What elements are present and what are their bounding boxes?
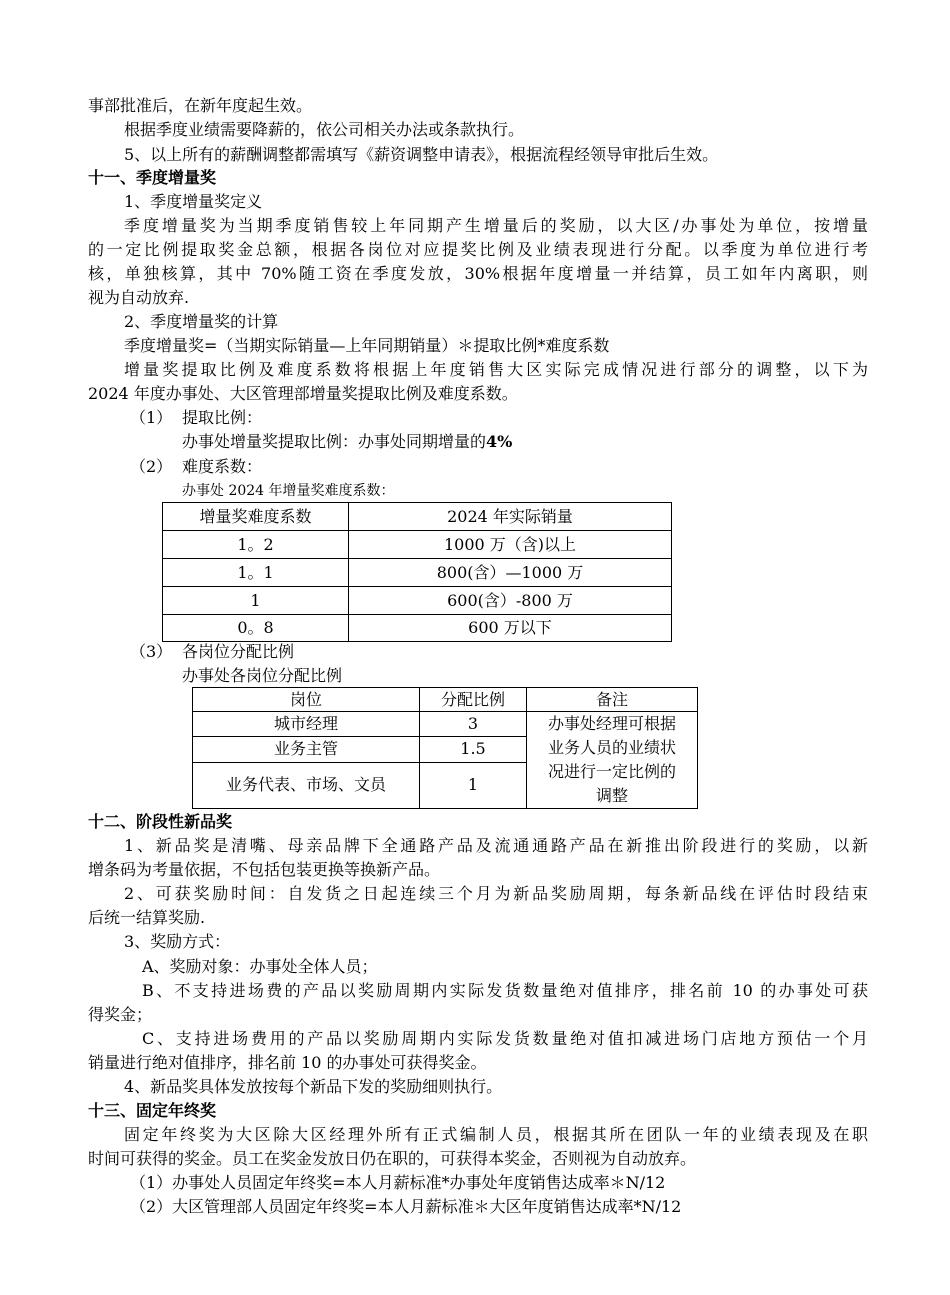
table-cell: 600 万以下 <box>349 615 672 642</box>
formula-line: （2）大区管理部人员固定年终奖=本人月薪标准＊大区年度销售达成率*N/12 <box>130 1197 682 1216</box>
paragraph-line: 固定年终奖为大区除大区经理外所有正式编制人员，根据其所在团队一年的业绩表现及在职 <box>124 1125 868 1144</box>
rate-value: 4% <box>486 432 513 451</box>
paragraph-line: 1、新品奖是清嘴、母亲品牌下全通路产品及流通通路产品在新推出阶段进行的奖励，以新 <box>124 836 868 855</box>
paragraph-line: 季度增量奖为当期季度销售较上年同期产生增量后的奖励，以大区/办事处为单位，按增量 <box>124 216 868 235</box>
table-header-cell: 岗位 <box>193 688 420 712</box>
paragraph-line: 后统一结算奖励. <box>88 908 206 927</box>
paragraph-line: 3、奖励方式： <box>124 932 231 951</box>
paragraph-line: 时间可获得的奖金。员工在奖金发放日仍在职的，可获得本奖金，否则视为自动放弃。 <box>88 1149 697 1168</box>
list-label: 提取比例： <box>182 408 263 427</box>
paragraph-line: 得奖金； <box>88 1005 153 1024</box>
note-cell <box>527 712 698 809</box>
allocation-table <box>192 687 698 809</box>
table-cell: 1 <box>163 587 349 615</box>
formula-line: 季度增量奖=（当期实际销量—上年同期销量）＊提取比例*难度系数 <box>124 336 610 355</box>
list-number: （2） <box>130 457 173 476</box>
table-cell: 1000 万（含)以上 <box>349 531 672 559</box>
paragraph-line: 5、以上所有的薪酬调整都需填写《薪资调整申请表》，根据流程经领导审批后生效。 <box>124 145 719 164</box>
list-number: （3） <box>130 642 173 661</box>
paragraph-line: 2、可获奖励时间：自发货之日起连续三个月为新品奖励周期，每条新品线在评估时段结束 <box>124 884 868 903</box>
table-row <box>163 559 672 587</box>
table-cell: 业务主管 <box>193 737 420 762</box>
section-heading-13: 十三、固定年终奖 <box>88 1101 217 1120</box>
subheading: 2、季度增量奖的计算 <box>124 312 279 331</box>
table-caption: 办事处 2024 年增量奖难度系数： <box>182 483 395 499</box>
table-header-cell: 2024 年实际销量 <box>349 503 672 531</box>
paragraph-line: 的一定比例提取奖金总额，根据各岗位对应提奖比例及业绩表现进行分配。以季度为单位进行考 <box>88 240 868 259</box>
note-line: 业务人员的业绩状 <box>547 738 676 757</box>
table-cell: 800(含）—1000 万 <box>349 559 672 587</box>
note-line: 调整 <box>595 786 628 805</box>
table-cell: 3 <box>420 712 527 737</box>
table-cell: 600(含）-800 万 <box>349 587 672 615</box>
paragraph-line: 增条码为考量依据，不包括包装更换等换新产品。 <box>88 860 441 879</box>
rate-line <box>182 430 682 454</box>
table-cell: 业务代表、市场、文员 <box>193 762 420 809</box>
table-row <box>163 615 672 642</box>
list-number: （1） <box>130 408 173 427</box>
table-header-cell: 备注 <box>527 688 698 712</box>
note-line: 办事处经理可根据 <box>547 714 676 733</box>
difficulty-table <box>162 502 672 642</box>
table-header-cell: 分配比例 <box>420 688 527 712</box>
table-header-row <box>193 688 698 712</box>
paragraph-line: 根据季度业绩需要降薪的，依公司相关办法或条款执行。 <box>124 120 525 139</box>
list-label: 各岗位分配比例 <box>182 642 295 661</box>
table-header-row <box>163 503 672 531</box>
table-cell: 0。8 <box>163 615 349 642</box>
paragraph-line: 视为自动放弃. <box>88 288 190 307</box>
table-cell: 1 <box>420 762 527 809</box>
table-cell: 1。2 <box>163 531 349 559</box>
paragraph-line: 2024 年度办事处、大区管理部增量奖提取比例及难度系数。 <box>88 384 518 403</box>
rate-text: 办事处增量奖提取比例：办事处同期增量的 <box>182 432 487 451</box>
list-label: 难度系数： <box>182 457 263 476</box>
table-caption: 办事处各岗位分配比例 <box>182 666 343 685</box>
paragraph-line: 增量奖提取比例及难度系数将根据上年度销售大区实际完成情况进行部分的调整，以下为 <box>124 360 868 379</box>
section-heading-12: 十二、阶段性新品奖 <box>88 812 233 831</box>
paragraph-line: 销量进行绝对值排序，排名前 10 的办事处可获得奖金。 <box>88 1053 487 1072</box>
list-item: A、奖励对象：办事处全体人员； <box>142 957 378 976</box>
table-row <box>163 587 672 615</box>
paragraph-line: 核，单独核算，其中 70%随工资在季度发放，30%根据年度增量一并结算，员工如年内离职，则 <box>88 264 868 283</box>
table-row <box>163 531 672 559</box>
table-row <box>193 712 698 737</box>
formula-line: （1）办事处人员固定年终奖=本人月薪标准*办事处年度销售达成率＊N/12 <box>130 1173 666 1192</box>
paragraph-line: 事部批准后，在新年度起生效。 <box>88 96 313 115</box>
table-cell: 1.5 <box>420 737 527 762</box>
table-header-cell: 增量奖难度系数 <box>163 503 349 531</box>
section-heading-11: 十一、季度增量奖 <box>88 168 217 187</box>
list-item: C、支持进场费用的产品以奖励周期内实际发货数量绝对值扣减进场门店地方预估一个月 <box>142 1029 868 1048</box>
table-cell: 城市经理 <box>193 712 420 737</box>
list-item: B、不支持进场费的产品以奖励周期内实际发货数量绝对值排序，排名前 10 的办事处可获 <box>142 981 868 1000</box>
subheading: 1、季度增量奖定义 <box>124 192 263 211</box>
table-cell: 1。1 <box>163 559 349 587</box>
note-line: 况进行一定比例的 <box>547 762 676 781</box>
paragraph-line: 4、新品奖具体发放按每个新品下发的奖励细则执行。 <box>124 1077 503 1096</box>
